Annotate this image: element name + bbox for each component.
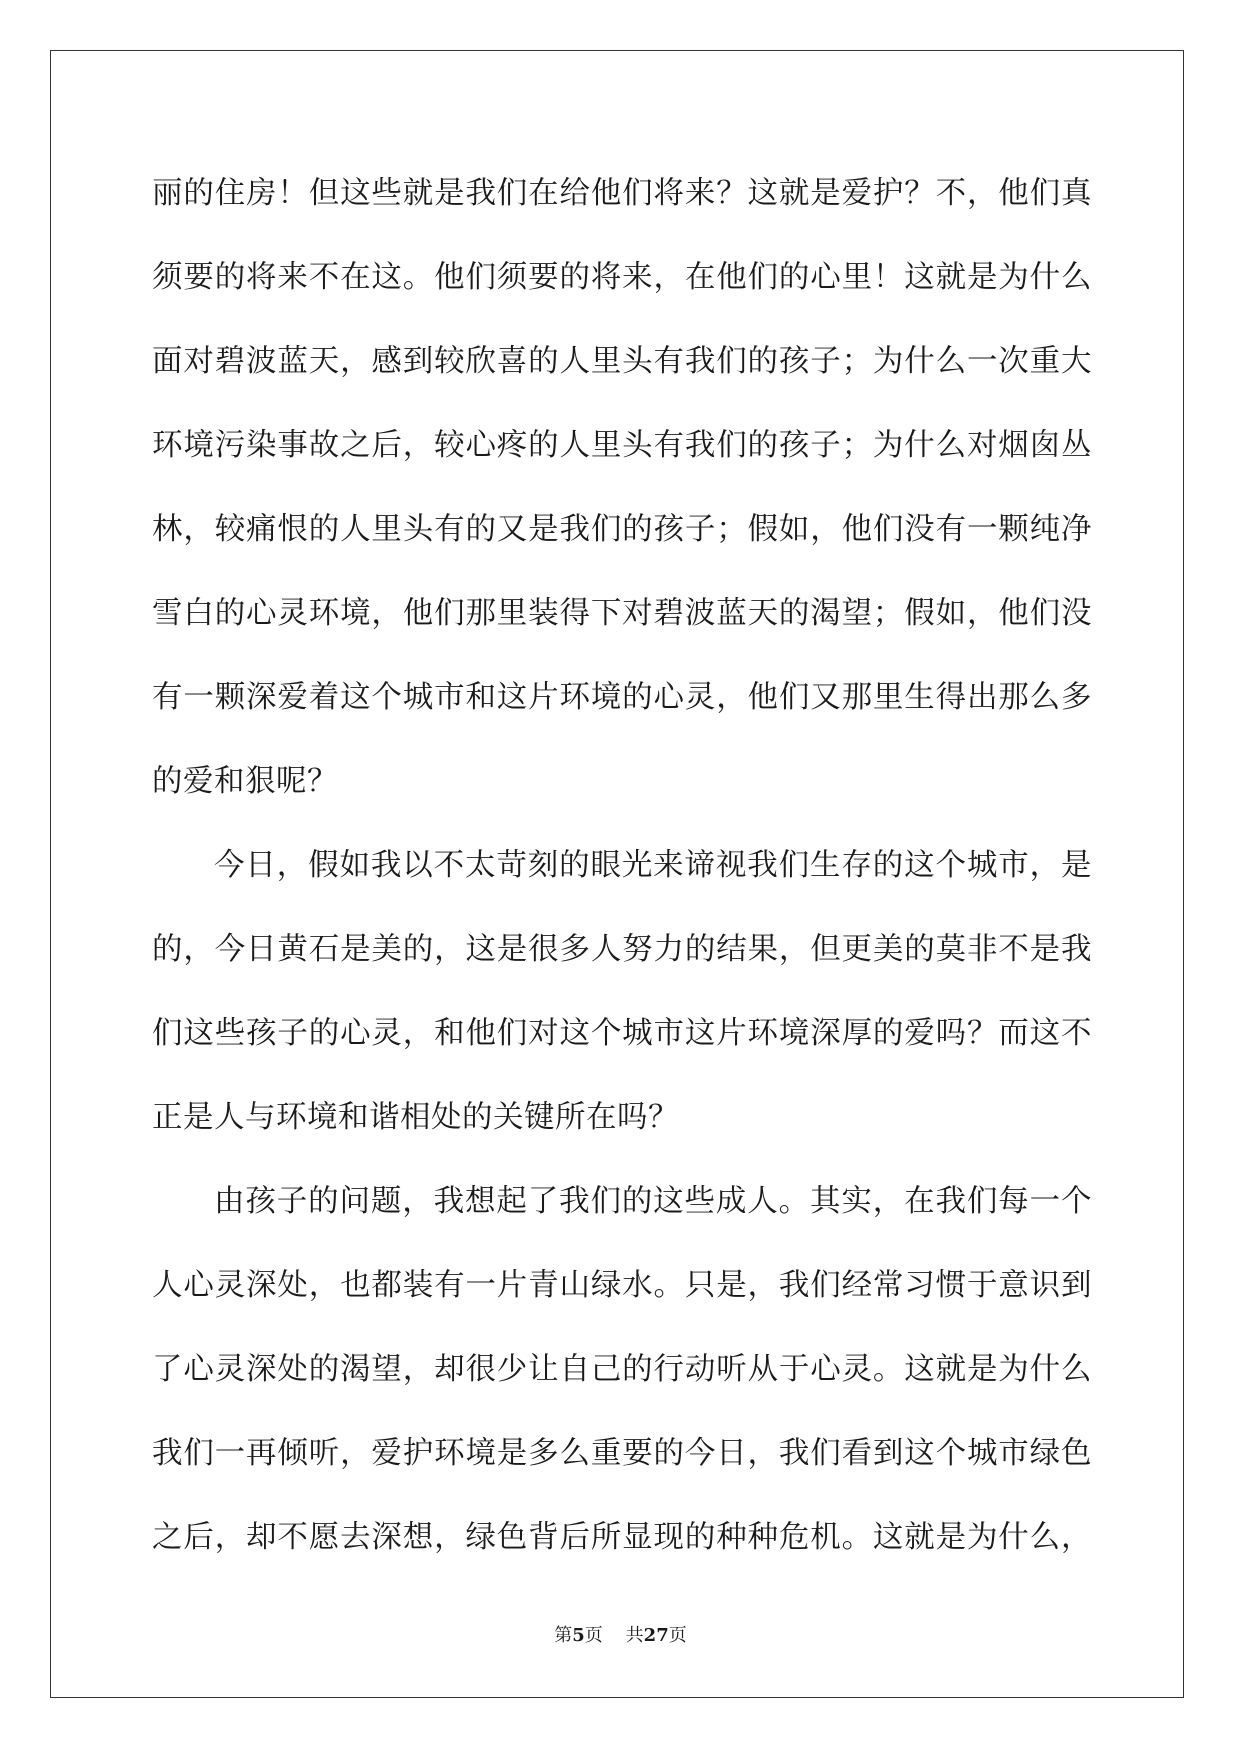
text-line: 的，今日黄石是美的，这是很多人努力的结果，但更美的莫非不是我	[152, 932, 1092, 967]
text-line: 人心灵深处，也都装有一片青山绿水。只是，我们经常习惯于意识到	[152, 1268, 1092, 1303]
footer-page-suffix: 页	[584, 1625, 603, 1646]
text-line: 林，较痛恨的人里头有的又是我们的孩子；假如，他们没有一颗纯净	[152, 512, 1092, 547]
text-line: 须要的将来不在这。他们须要的将来，在他们的心里！这就是为什么	[152, 260, 1092, 295]
text-line: 们这些孩子的心灵，和他们对这个城市这片环境深厚的爱吗？而这不	[152, 1016, 1092, 1051]
text-line: 今日，假如我以不太苛刻的眼光来谛视我们生存的这个城市，是	[214, 848, 1092, 883]
total-page-count: 27	[643, 1625, 669, 1646]
text-line: 了心灵深处的渴望，却很少让自己的行动听从于心灵。这就是为什么	[152, 1352, 1092, 1387]
footer-total-prefix: 共	[625, 1625, 644, 1646]
text-line: 之后，却不愿去深想，绿色背后所显现的种种危机。这就是为什么，	[152, 1520, 1092, 1555]
current-page-number: 5	[572, 1625, 585, 1646]
text-line: 面对碧波蓝天，感到较欣喜的人里头有我们的孩子；为什么一次重大	[152, 344, 1092, 379]
footer-prefix: 第	[554, 1625, 573, 1646]
text-line: 有一颗深爱着这个城市和这片环境的心灵，他们又那里生得出那么多	[152, 680, 1092, 715]
text-line: 环境污染事故之后，较心疼的人里头有我们的孩子；为什么对烟囱丛	[152, 428, 1092, 463]
body-text	[152, 152, 1092, 1580]
text-line: 由孩子的问题，我想起了我们的这些成人。其实，在我们每一个	[214, 1184, 1092, 1219]
text-line: 雪白的心灵环境，他们那里装得下对碧波蓝天的渴望；假如，他们没	[152, 596, 1092, 631]
text-line: 正是人与环境和谐相处的关键所在吗？	[152, 1100, 679, 1135]
text-line: 丽的住房！但这些就是我们在给他们将来？这就是爱护？不，他们真	[152, 176, 1092, 211]
page-footer	[0, 1624, 1241, 1648]
text-line: 我们一再倾听，爱护环境是多么重要的今日，我们看到这个城市绿色	[152, 1436, 1092, 1471]
text-line: 的爱和狠呢？	[152, 764, 338, 799]
footer-total-suffix: 页	[668, 1625, 687, 1646]
